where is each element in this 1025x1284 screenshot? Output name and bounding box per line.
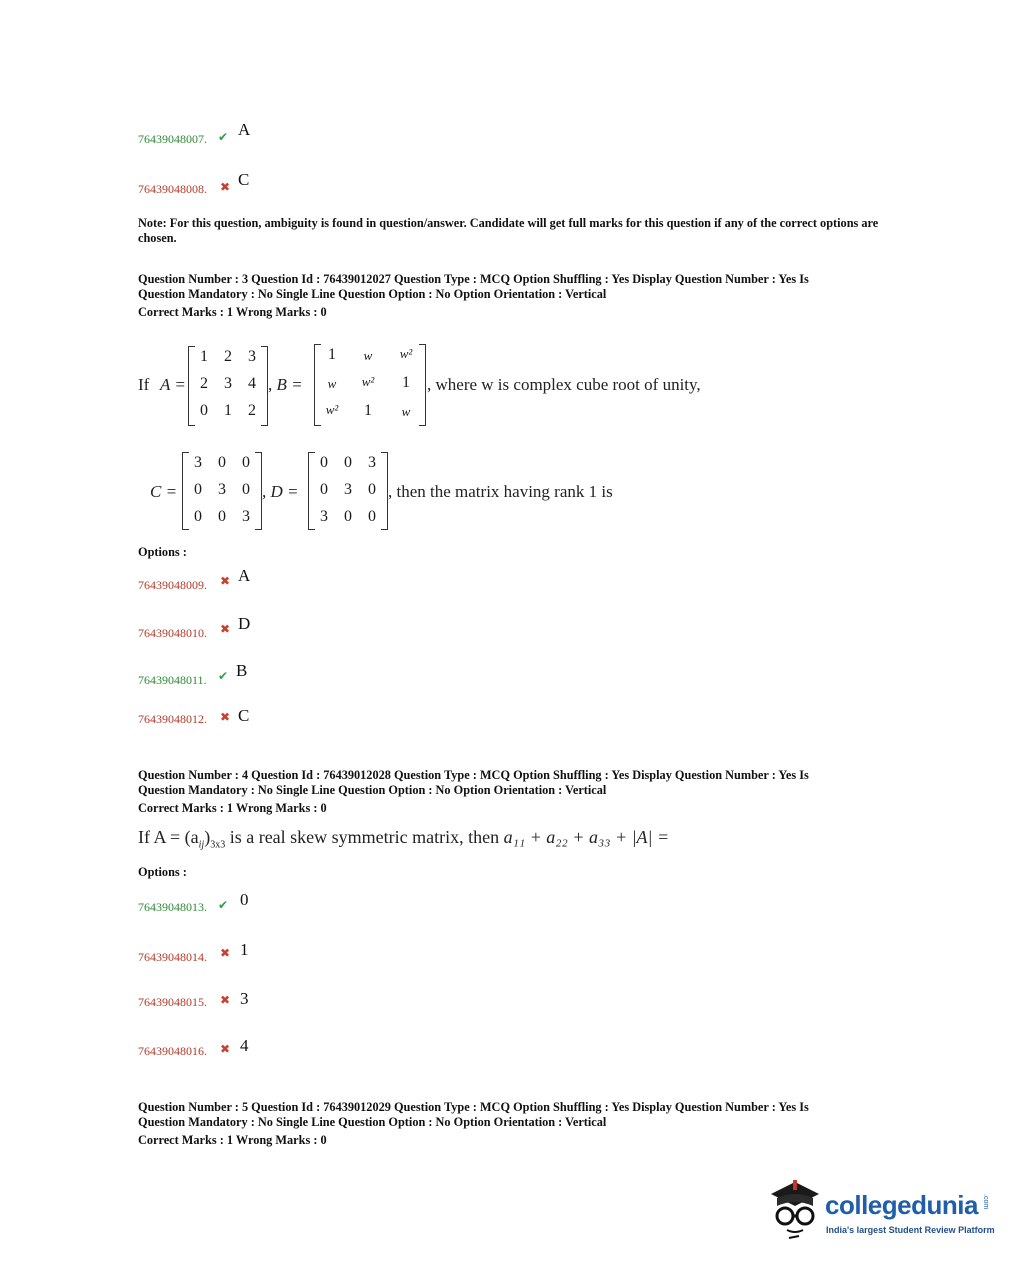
q4-header: [138, 768, 898, 816]
option-value: 4: [240, 1036, 249, 1055]
then-text: , then the matrix having rank 1 is: [388, 482, 613, 501]
q4-question-prefix: If A = (a: [138, 827, 199, 847]
mascot-icon: [765, 1176, 825, 1242]
q3-marks: Correct Marks : 1 Wrong Marks : 0: [138, 305, 327, 319]
cross-icon: ✖: [220, 180, 231, 194]
option-id: 76439048015.: [138, 995, 207, 1009]
option-value: A: [238, 120, 251, 139]
q4-question-expr: a₁₁ + a₂₂ + a₃₃ + |A| =: [503, 827, 670, 847]
matrix-a: 1 2 3 2 3 4 0 1 2: [188, 346, 268, 426]
q4-sub-ij: ij: [198, 839, 205, 851]
option-id: 76439048016.: [138, 1044, 207, 1058]
q3-options-label: Options :: [138, 545, 187, 559]
option-value: C: [238, 170, 250, 189]
if-label: If: [138, 375, 150, 394]
logo-tagline: India's largest Student Review Platform: [826, 1225, 995, 1235]
check-icon: ✔: [218, 898, 229, 912]
option-id: 76439048012.: [138, 712, 207, 726]
check-icon: ✔: [218, 130, 229, 144]
matrix-d: 0 0 3 0 3 0 3 0 0: [308, 452, 388, 530]
q5-header: [138, 1100, 898, 1148]
cross-icon: ✖: [220, 946, 231, 960]
q4-marks: Correct Marks : 1 Wrong Marks : 0: [138, 801, 327, 815]
q5-header-line1: Question Number : 5 Question Id : 76439012029 Question Type : MCQ Option Shuffling : Yes Display Question Number : Yes Is: [138, 1100, 809, 1114]
ambiguity-note: Note: For this question, ambiguity is found in question/answer. Candidate will get full marks for this question if any of the correct options are chosen.: [138, 216, 879, 245]
logo-name: collegedunia: [825, 1190, 978, 1220]
q5-header-line2: Question Mandatory : No Single Line Question Option : No Option Orientation : Vertical: [138, 1115, 607, 1129]
option-id: 76439048013.: [138, 900, 207, 914]
where-text: , where w is complex cube root of unity,: [427, 375, 701, 394]
cross-icon: ✖: [220, 574, 231, 588]
option-id: 76439048009.: [138, 578, 207, 592]
option-id: 76439048010.: [138, 626, 207, 640]
collegedunia-logo: [765, 1176, 997, 1246]
option-id: 76439048007.: [138, 132, 207, 146]
cross-icon: ✖: [220, 710, 231, 724]
d-label: , D =: [262, 482, 299, 501]
q4-question: If $A = (a_{ij})_{3x3}$ is a real skew symmetric matrix, then a₁₁ + a₂₂ + a₃₃ + |A| =: [138, 827, 670, 851]
check-icon: ✔: [218, 669, 229, 683]
q5-marks: Correct Marks : 1 Wrong Marks : 0: [138, 1133, 327, 1147]
option-value: 1: [240, 940, 249, 959]
logo-suffix: .com: [982, 1194, 989, 1210]
q3-header-line1: Question Number : 3 Question Id : 76439012027 Question Type : MCQ Option Shuffling : Yes Display Question Number : Yes Is: [138, 272, 809, 286]
q3-header: [138, 272, 898, 320]
q4-sub-3x3: 3x3: [210, 839, 226, 851]
option-value: A: [238, 566, 251, 585]
q3-header-line2: Question Mandatory : No Single Line Question Option : No Option Orientation : Vertical: [138, 287, 607, 301]
q4-options-label: Options :: [138, 865, 187, 879]
matrix-b: 1 w w² w w² 1 w² 1 w: [314, 344, 426, 426]
option-id: 76439048011.: [138, 673, 207, 687]
cross-icon: ✖: [220, 622, 231, 636]
option-id: 76439048014.: [138, 950, 207, 964]
option-value: C: [238, 706, 250, 725]
option-value: B: [236, 661, 248, 680]
b-label: , B =: [268, 375, 303, 394]
option-value: 3: [240, 989, 249, 1008]
q4-question-mid: is a real skew symmetric matrix, then: [225, 827, 504, 847]
cross-icon: ✖: [220, 1042, 231, 1056]
option-id: 76439048008.: [138, 182, 207, 196]
matrix-c: 3 0 0 0 3 0 0 0 3: [182, 452, 262, 530]
cross-icon: ✖: [220, 993, 231, 1007]
a-label: A =: [160, 375, 186, 394]
option-value: D: [238, 614, 251, 633]
option-value: 0: [240, 890, 249, 909]
q4-header-line2: Question Mandatory : No Single Line Question Option : No Option Orientation : Vertical: [138, 783, 607, 797]
q4-header-line1: Question Number : 4 Question Id : 76439012028 Question Type : MCQ Option Shuffling : Yes Display Question Number : Yes Is: [138, 768, 809, 782]
c-label: C =: [150, 482, 178, 501]
